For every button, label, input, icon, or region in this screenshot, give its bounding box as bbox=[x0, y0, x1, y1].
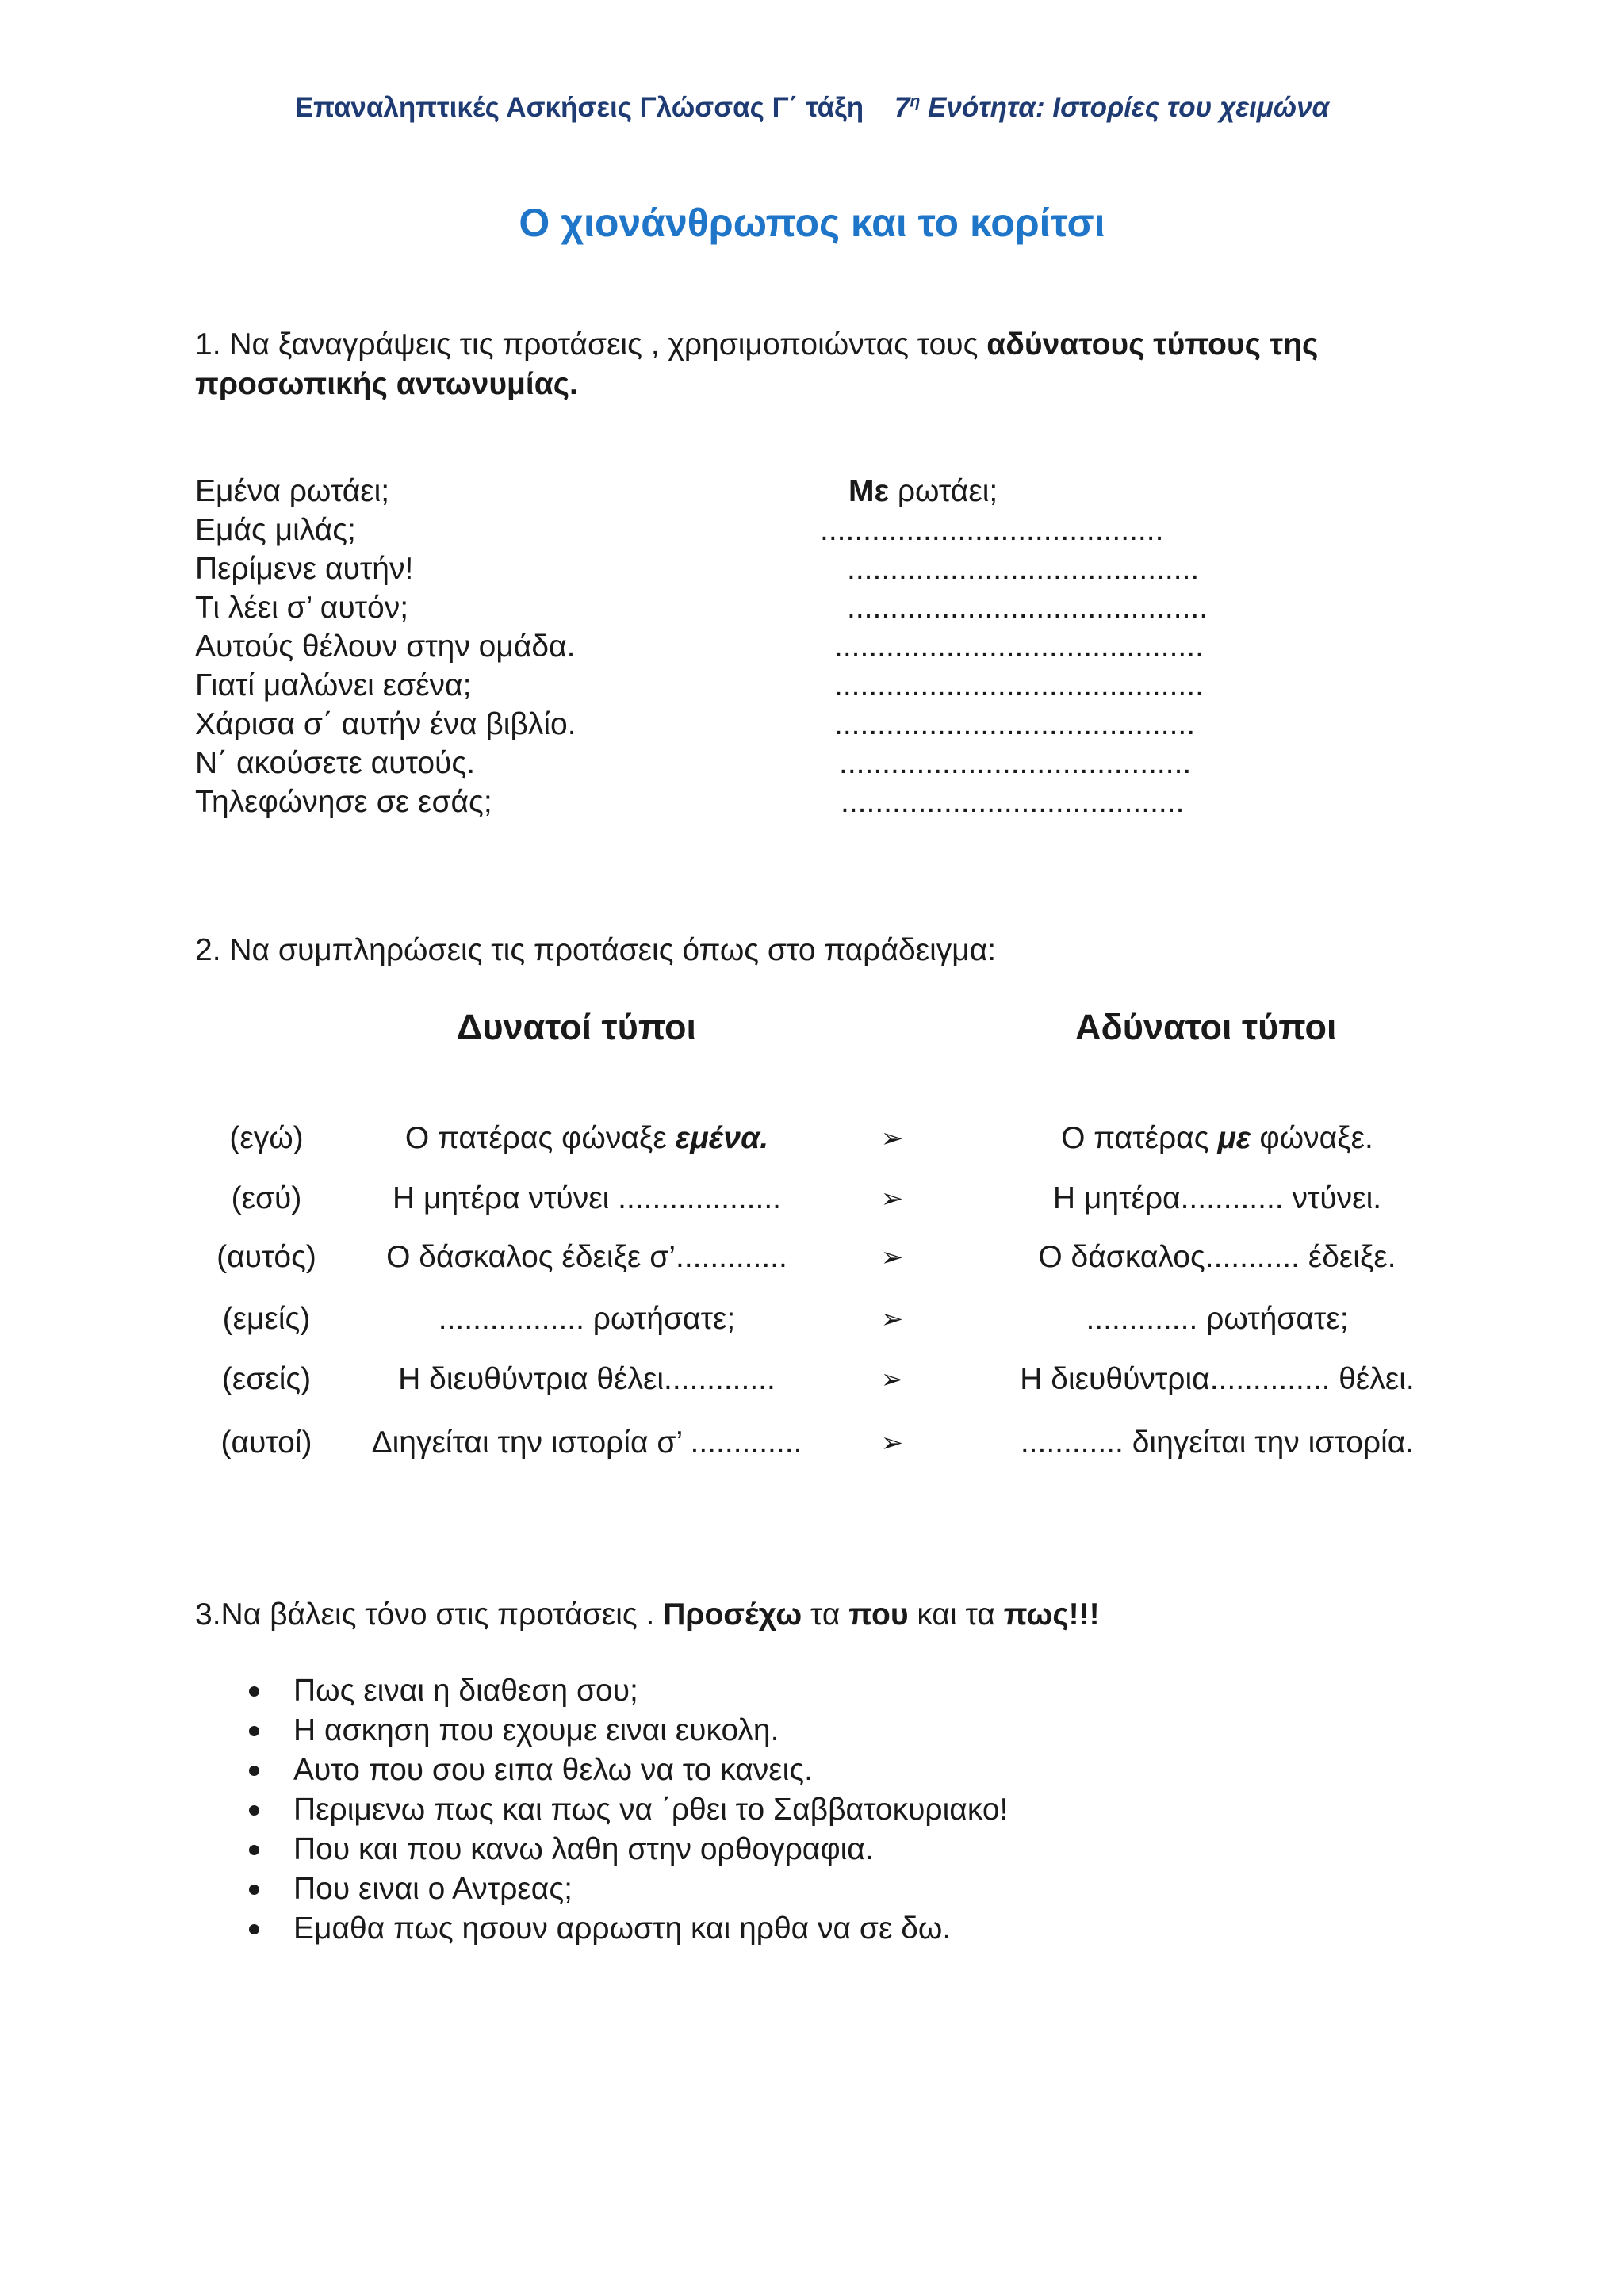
strong-form-sentence: Ο δάσκαλος έδειξε σ’............. bbox=[386, 1240, 787, 1274]
weak-form-bold: με bbox=[1217, 1121, 1251, 1155]
arrow-icon: ➢ bbox=[880, 1242, 904, 1272]
exercise1-instruction-bold: αδύνατους τύπους της προσωπικής αντωνυμίας. bbox=[195, 327, 1319, 401]
exercise1-sentence: Χάρισα σ΄ αυτήν ένα βιβλίο. bbox=[195, 707, 576, 741]
exercise2-instruction: 2. Να συμπληρώσεις τις προτάσεις όπως στο παράδειγμα: bbox=[195, 933, 997, 967]
exercise1-sentence: Αυτούς θέλουν στην ομάδα. bbox=[195, 629, 576, 664]
list-item bbox=[243, 1909, 1008, 1949]
strong-form-sentence bbox=[341, 1121, 833, 1156]
weak-form-sentence: Ο δάσκαλος........... έδειξε. bbox=[1038, 1240, 1396, 1274]
exercise1-answer-bold: Με bbox=[848, 474, 889, 508]
list-item bbox=[243, 1790, 1008, 1830]
pronoun-cell: (αυτοί) bbox=[220, 1425, 312, 1460]
weak-form-sentence: Η διευθύντρια.............. θέλει. bbox=[1020, 1362, 1415, 1396]
weak-form-text-end: φώναξε. bbox=[1251, 1121, 1373, 1155]
weak-form-text: Ο πατέρας bbox=[1061, 1121, 1218, 1155]
exercise1-answer-blank: ........................................... bbox=[834, 629, 1204, 664]
pronoun-cell: (εμείς) bbox=[222, 1302, 311, 1336]
exercise1-instruction bbox=[195, 325, 1448, 404]
list-item-text: Πως ειναι η διαθεση σου; bbox=[293, 1674, 638, 1708]
weak-form-sentence: ............ διηγείται την ιστορία. bbox=[1020, 1425, 1415, 1460]
exercise1-sentence: Γιατί μαλώνει εσένα; bbox=[195, 668, 472, 702]
list-item-text: Αυτο που σου ειπα θελω να το κανεις. bbox=[293, 1753, 813, 1787]
weak-form-sentence bbox=[975, 1121, 1459, 1156]
arrow-icon: ➢ bbox=[880, 1304, 904, 1334]
list-item bbox=[243, 1671, 1008, 1711]
header-unit-title: Ενότητα: Ιστορίες του χειμώνα bbox=[928, 92, 1330, 123]
pronoun-cell: (εγώ) bbox=[229, 1121, 304, 1155]
exercise3-instruction bbox=[195, 1595, 1448, 1635]
bullet-icon bbox=[249, 1924, 259, 1934]
strong-form-sentence: ................. ρωτήσατε; bbox=[438, 1302, 736, 1336]
list-item-text: Που ειναι ο Αντρεας; bbox=[293, 1872, 573, 1906]
exercise1-sentence: Τι λέει σ’ αυτόν; bbox=[195, 591, 409, 625]
list-item bbox=[243, 1869, 1008, 1909]
exercise1-answer-blank: ......................................... bbox=[847, 552, 1200, 586]
page-header bbox=[0, 92, 1624, 124]
list-item-text: Εμαθα πως ησουν αρρωστη και ηρθα να σε δω. bbox=[293, 1911, 952, 1946]
pronoun-cell: (αυτός) bbox=[216, 1240, 316, 1274]
list-item-text: Περιμενω πως και πως να ΄ρθει το Σαββατοκυριακο! bbox=[293, 1793, 1009, 1827]
exercise3-bold-attention: Προσέχω bbox=[663, 1598, 802, 1632]
bullet-icon bbox=[249, 1726, 259, 1736]
exercise3-bold-pou: που bbox=[848, 1598, 909, 1632]
pronoun-cell: (εσύ) bbox=[231, 1181, 302, 1215]
exercise1-answer-blank: ........................................... bbox=[834, 668, 1204, 702]
bullet-icon bbox=[249, 1805, 259, 1816]
pronoun-cell: (εσείς) bbox=[221, 1362, 312, 1396]
exercise3-instruction-text: 3.Να βάλεις τόνο στις προτάσεις . bbox=[195, 1598, 664, 1632]
exercise1-sentence: Εμάς μιλάς; bbox=[195, 513, 356, 547]
strong-form-sentence: Διηγείται την ιστορία σ’ ............. bbox=[371, 1425, 802, 1460]
heading-weak-forms: Αδύνατοι τύποι bbox=[1075, 1007, 1337, 1047]
weak-form-sentence: Η μητέρα............ ντύνει. bbox=[1052, 1181, 1382, 1215]
arrow-icon: ➢ bbox=[880, 1364, 904, 1395]
list-item bbox=[243, 1711, 1008, 1751]
header-unit-superscript: η bbox=[910, 92, 921, 111]
list-item-text: Η ασκηση που εχουμε ειναι ευκολη. bbox=[293, 1713, 779, 1747]
strong-form-text: Ο πατέρας φώναξε bbox=[404, 1121, 676, 1155]
exercise1-sentence: Ν΄ ακούσετε αυτούς. bbox=[195, 746, 476, 780]
arrow-icon: ➢ bbox=[880, 1428, 904, 1458]
exercise3-bullet-list bbox=[243, 1671, 1008, 1949]
weak-form-sentence: ............. ρωτήσατε; bbox=[1086, 1302, 1349, 1336]
bullet-icon bbox=[249, 1766, 259, 1776]
exercise1-sentence: Περίμενε αυτήν! bbox=[195, 552, 414, 586]
exercise3-text: τα bbox=[802, 1598, 849, 1632]
arrow-icon: ➢ bbox=[880, 1184, 904, 1214]
strong-form-bold: εμένα. bbox=[675, 1121, 769, 1155]
exercise3-bold-pos: πως!!! bbox=[1003, 1598, 1100, 1632]
strong-form-sentence: Η διευθύντρια θέλει............. bbox=[398, 1362, 776, 1396]
exercise1-answer-blank: ........................................ bbox=[841, 785, 1185, 819]
page-title: Ο χιονάνθρωπος και το κορίτσι bbox=[519, 201, 1105, 245]
exercise1-sentence: Εμένα ρωτάει; bbox=[195, 474, 390, 508]
exercise1-answer-blank: .......................................... bbox=[847, 591, 1208, 625]
arrow-icon: ➢ bbox=[880, 1123, 904, 1154]
exercise1-instruction-text: 1. Να ξαναγράψεις τις προτάσεις , χρησιμοποιώντας τους bbox=[195, 327, 987, 362]
strong-form-sentence: Η μητέρα ντύνει ................... bbox=[392, 1181, 781, 1215]
exercise1-answer bbox=[848, 474, 998, 509]
exercise1-answer-text: ρωτάει; bbox=[889, 474, 998, 508]
header-unit-number: 7 bbox=[894, 92, 910, 123]
exercise1-sentence: Τηλεφώνησε σε εσάς; bbox=[195, 785, 492, 819]
bullet-icon bbox=[249, 1686, 259, 1697]
exercise1-answer-blank: ......................................... bbox=[839, 746, 1192, 780]
exercise1-answer-blank: .......................................... bbox=[834, 707, 1196, 741]
list-item bbox=[243, 1830, 1008, 1869]
bullet-icon bbox=[249, 1845, 259, 1855]
header-course: Επαναληπτικές Ασκήσεις Γλώσσας Γ΄ τάξη bbox=[294, 92, 864, 123]
list-item-text: Που και που κανω λαθη στην ορθογραφια. bbox=[293, 1832, 874, 1866]
exercise3-text: και τα bbox=[908, 1598, 1004, 1632]
bullet-icon bbox=[249, 1885, 259, 1895]
list-item bbox=[243, 1751, 1008, 1790]
heading-strong-forms: Δυνατοί τύποι bbox=[457, 1007, 697, 1047]
exercise1-answer-blank: ........................................ bbox=[820, 513, 1164, 547]
